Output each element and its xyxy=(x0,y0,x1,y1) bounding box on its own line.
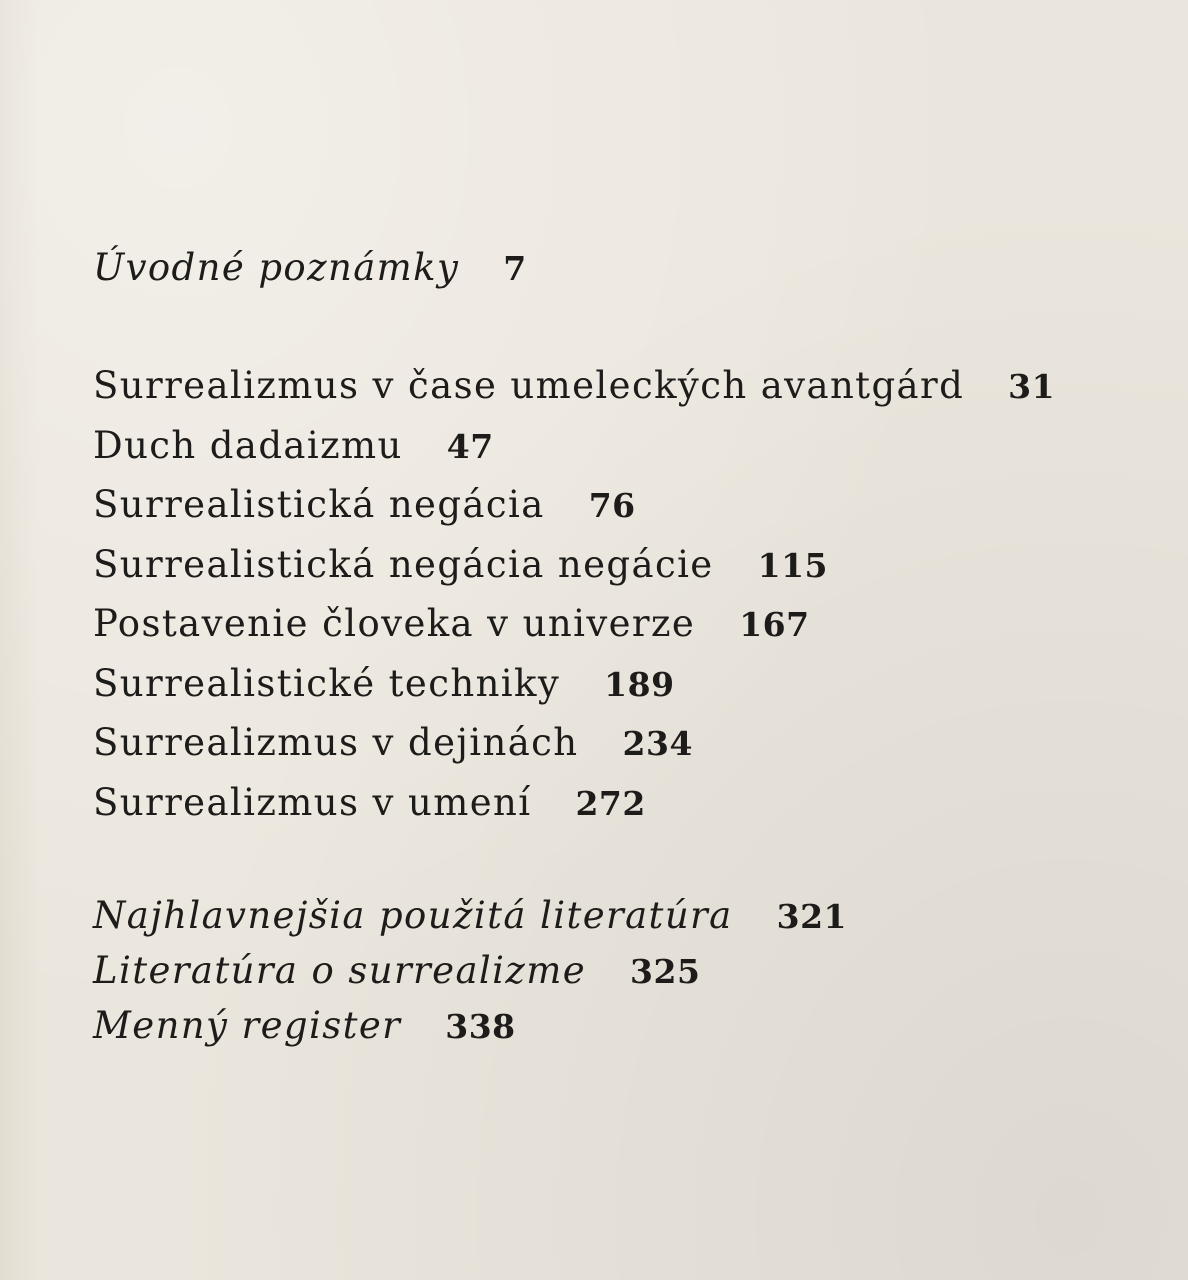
toc-entry-page: 234 xyxy=(622,724,693,763)
toc-entry xyxy=(93,476,1153,536)
toc-entry-page: 325 xyxy=(630,952,701,991)
toc-entry-title: Surrealizmus v čase umeleckých avantgárd xyxy=(93,364,965,407)
toc-entry-page: 7 xyxy=(503,249,527,288)
toc-entry-title: Úvodné poznámky xyxy=(93,246,460,289)
toc-entry xyxy=(93,944,1153,999)
toc-entry xyxy=(93,774,1153,834)
toc-entry xyxy=(93,714,1153,774)
toc-entry-page: 115 xyxy=(757,545,828,585)
toc-entry-title: Duch dadaizmu xyxy=(93,423,403,467)
toc-entry-page: 272 xyxy=(575,783,646,823)
toc-entry-page: 76 xyxy=(588,486,636,525)
toc-entry-title: Menný register xyxy=(93,1004,402,1047)
toc-entry-page: 189 xyxy=(604,664,675,704)
toc-entry xyxy=(93,889,1153,944)
spacer xyxy=(93,833,1153,889)
toc-entry-title: Surrealistické techniky xyxy=(93,661,561,705)
toc-group-appendix xyxy=(93,889,1153,1054)
toc-entry xyxy=(93,417,1153,477)
toc-entry-title: Postavenie človeka v univerze xyxy=(93,602,696,645)
toc-entry-page: 31 xyxy=(1008,367,1056,406)
toc-entry xyxy=(93,357,1153,417)
toc-entry-title: Surrealizmus v umení xyxy=(93,780,532,824)
toc-entry xyxy=(93,999,1153,1054)
toc-entry-page: 47 xyxy=(446,426,494,466)
toc-entry xyxy=(93,536,1153,596)
toc-entry xyxy=(93,595,1153,655)
toc-entry-title: Surrealizmus v dejinách xyxy=(93,721,579,764)
toc-group-intro xyxy=(93,238,1153,299)
toc-group-chapters xyxy=(93,357,1153,833)
table-of-contents xyxy=(93,238,1153,1054)
spacer xyxy=(93,299,1153,357)
toc-entry-title: Surrealistická negácia xyxy=(93,483,545,526)
toc-entry-page: 167 xyxy=(739,605,810,644)
toc-entry-title: Surrealistická negácia negácie xyxy=(93,542,714,586)
toc-entry xyxy=(93,655,1153,715)
toc-entry-page: 338 xyxy=(445,1007,516,1046)
toc-entry-page: 321 xyxy=(776,897,847,936)
toc-entry-title: Literatúra o surrealizme xyxy=(93,949,587,992)
toc-entry xyxy=(93,238,1153,299)
toc-entry-title: Najhlavnejšia použitá literatúra xyxy=(93,894,733,937)
